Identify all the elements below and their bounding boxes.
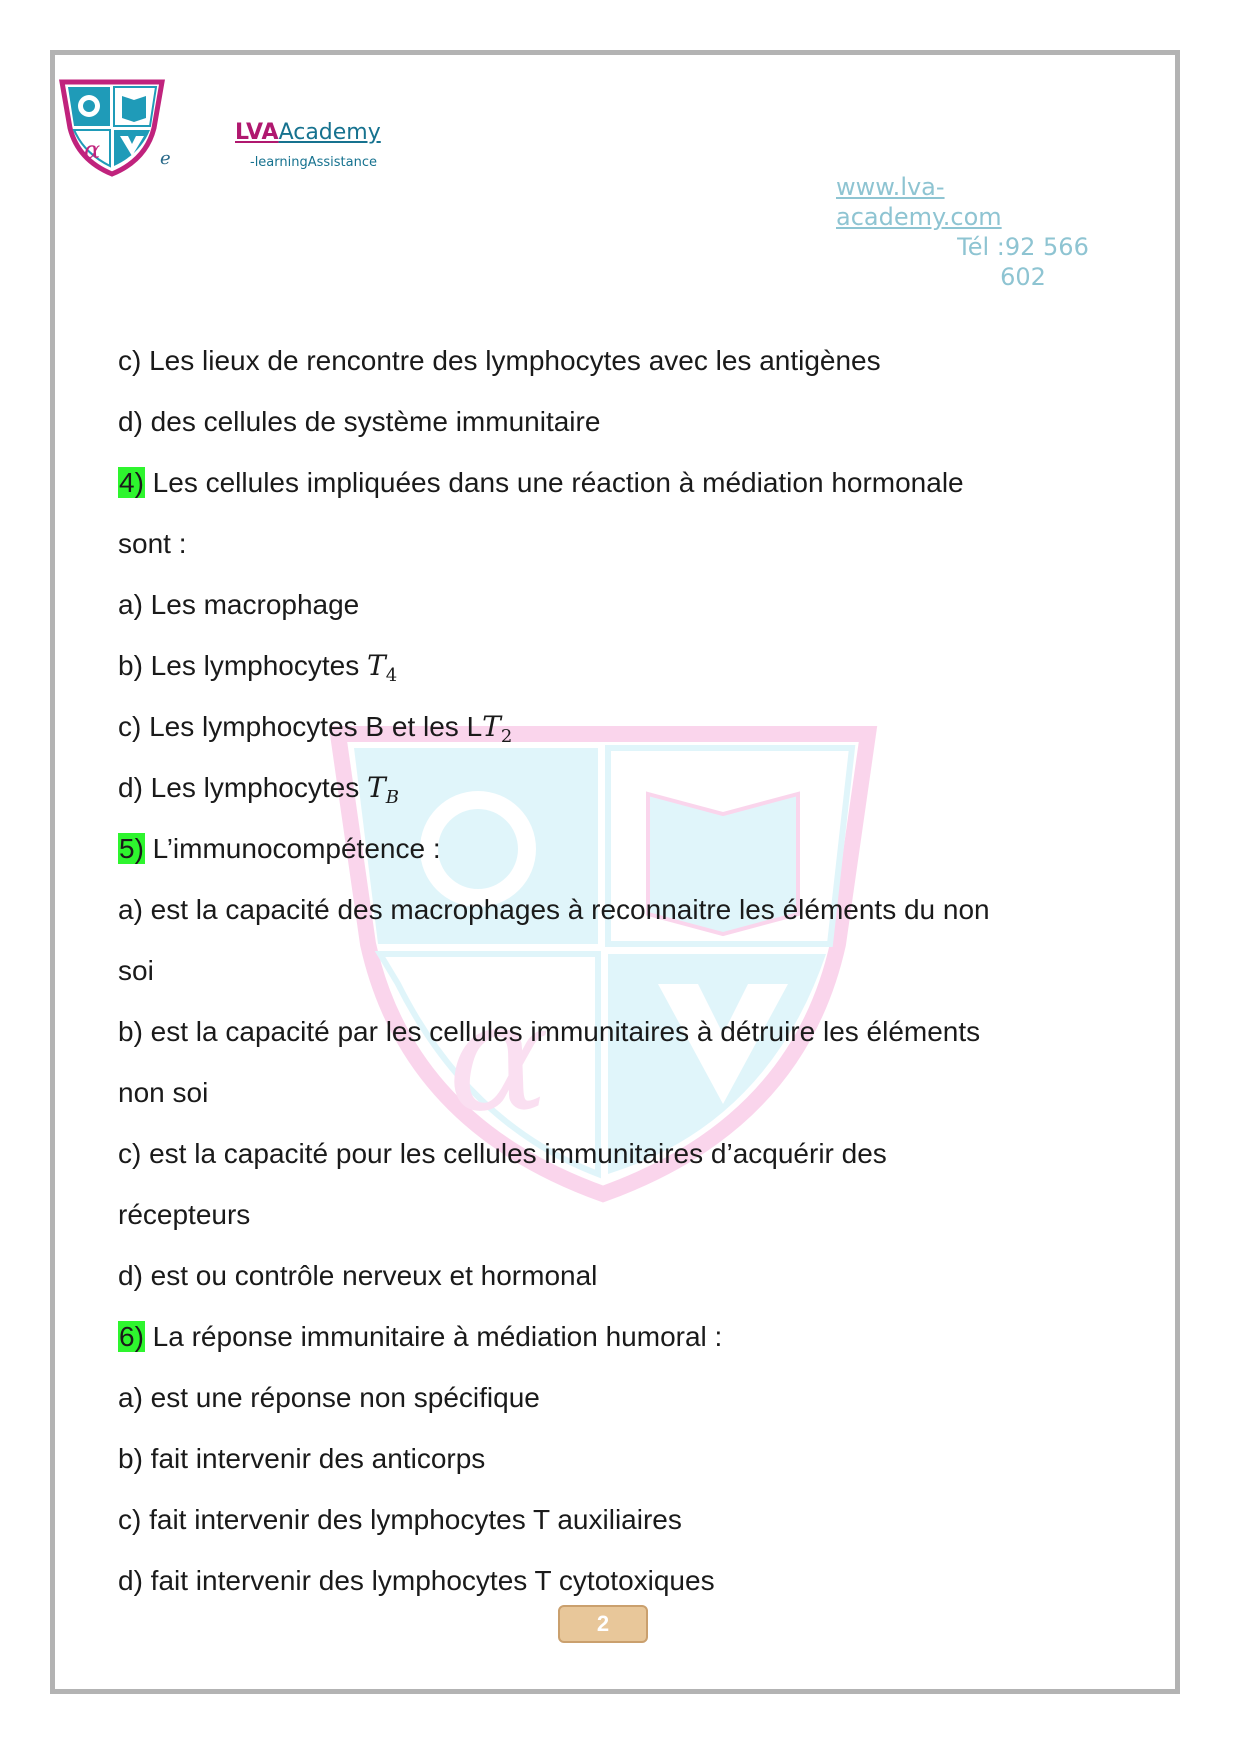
question-6-option-a: a) est une réponse non spécifique bbox=[118, 1382, 540, 1413]
question-5-option-b-continuation: non soi bbox=[118, 1077, 209, 1108]
math-subscript: B bbox=[385, 787, 399, 808]
brand-academy: Academy bbox=[278, 120, 381, 145]
brand-lva: LVA bbox=[235, 120, 279, 145]
brand-name bbox=[235, 120, 381, 146]
question-number-badge: 5) bbox=[119, 833, 144, 864]
website-line-1: www.lva- bbox=[836, 173, 945, 201]
website-line-2: academy.com bbox=[836, 203, 1002, 231]
svg-text:α: α bbox=[448, 971, 550, 1145]
question-6-heading bbox=[118, 1306, 1078, 1367]
question-number-badge: 4) bbox=[119, 467, 144, 498]
question-6-option-d: d) fait intervenir des lymphocytes T cytotoxiques bbox=[118, 1565, 715, 1596]
question-4-option-b bbox=[118, 635, 1078, 696]
page-number: 2 bbox=[558, 1605, 648, 1643]
svg-text:α: α bbox=[84, 136, 101, 164]
question-5-text: L’immunocompétence : bbox=[144, 833, 441, 864]
option-text: d) Les lymphocytes bbox=[118, 772, 367, 803]
option-text: c) Les lymphocytes B et les L bbox=[118, 711, 483, 742]
math-variable: T bbox=[367, 771, 386, 804]
question-6-option-c: c) fait intervenir des lymphocytes T auxiliaires bbox=[118, 1504, 682, 1535]
question-3-option-c: c) Les lieux de rencontre des lymphocytes avec les antigènes bbox=[118, 345, 881, 376]
question-4-option-d bbox=[118, 757, 1078, 818]
question-4-heading bbox=[118, 452, 1078, 513]
math-subscript: 2 bbox=[500, 726, 513, 747]
math-subscript: 4 bbox=[385, 665, 398, 686]
question-5-option-c-continuation: récepteurs bbox=[118, 1199, 251, 1230]
question-5-option-a-continuation: soi bbox=[118, 955, 154, 986]
question-4-text: Les cellules impliquées dans une réaction à médiation hormonale bbox=[144, 467, 964, 498]
math-symbol bbox=[367, 771, 399, 808]
telephone bbox=[950, 232, 1096, 292]
brand-tagline: -learningAssistance bbox=[250, 155, 377, 170]
question-4-option-c bbox=[118, 696, 1078, 757]
math-symbol bbox=[367, 649, 398, 686]
question-6-text: La réponse immunitaire à médiation humoral : bbox=[144, 1321, 723, 1352]
website-link[interactable] bbox=[836, 172, 1016, 232]
question-5-option-c: c) est la capacité pour les cellules immunitaires d’acquérir des bbox=[118, 1138, 887, 1169]
question-4-continuation: sont : bbox=[118, 528, 187, 559]
logo-suffix: e bbox=[160, 148, 171, 169]
document-body bbox=[118, 330, 1078, 1611]
telephone-line-2: 602 bbox=[1000, 263, 1046, 291]
question-4-option-a: a) Les macrophage bbox=[118, 589, 360, 620]
question-5-heading bbox=[118, 818, 1078, 879]
question-3-option-d: d) des cellules de système immunitaire bbox=[118, 406, 601, 437]
question-number-badge: 6) bbox=[119, 1321, 144, 1352]
option-text: b) Les lymphocytes bbox=[118, 650, 367, 681]
lva-academy-logo bbox=[56, 78, 168, 178]
math-symbol bbox=[482, 710, 513, 747]
math-variable: T bbox=[367, 649, 386, 682]
contact-info bbox=[836, 172, 1096, 292]
question-5-option-d: d) est ou contrôle nerveux et hormonal bbox=[118, 1260, 598, 1291]
question-5-option-b: b) est la capacité par les cellules immunitaires à détruire les éléments bbox=[118, 1016, 981, 1047]
math-variable: T bbox=[482, 710, 501, 743]
question-6-option-b: b) fait intervenir des anticorps bbox=[118, 1443, 486, 1474]
telephone-line-1: Tél :92 566 bbox=[957, 233, 1089, 261]
question-5-option-a: a) est la capacité des macrophages à reconnaitre les éléments du non bbox=[118, 894, 990, 925]
